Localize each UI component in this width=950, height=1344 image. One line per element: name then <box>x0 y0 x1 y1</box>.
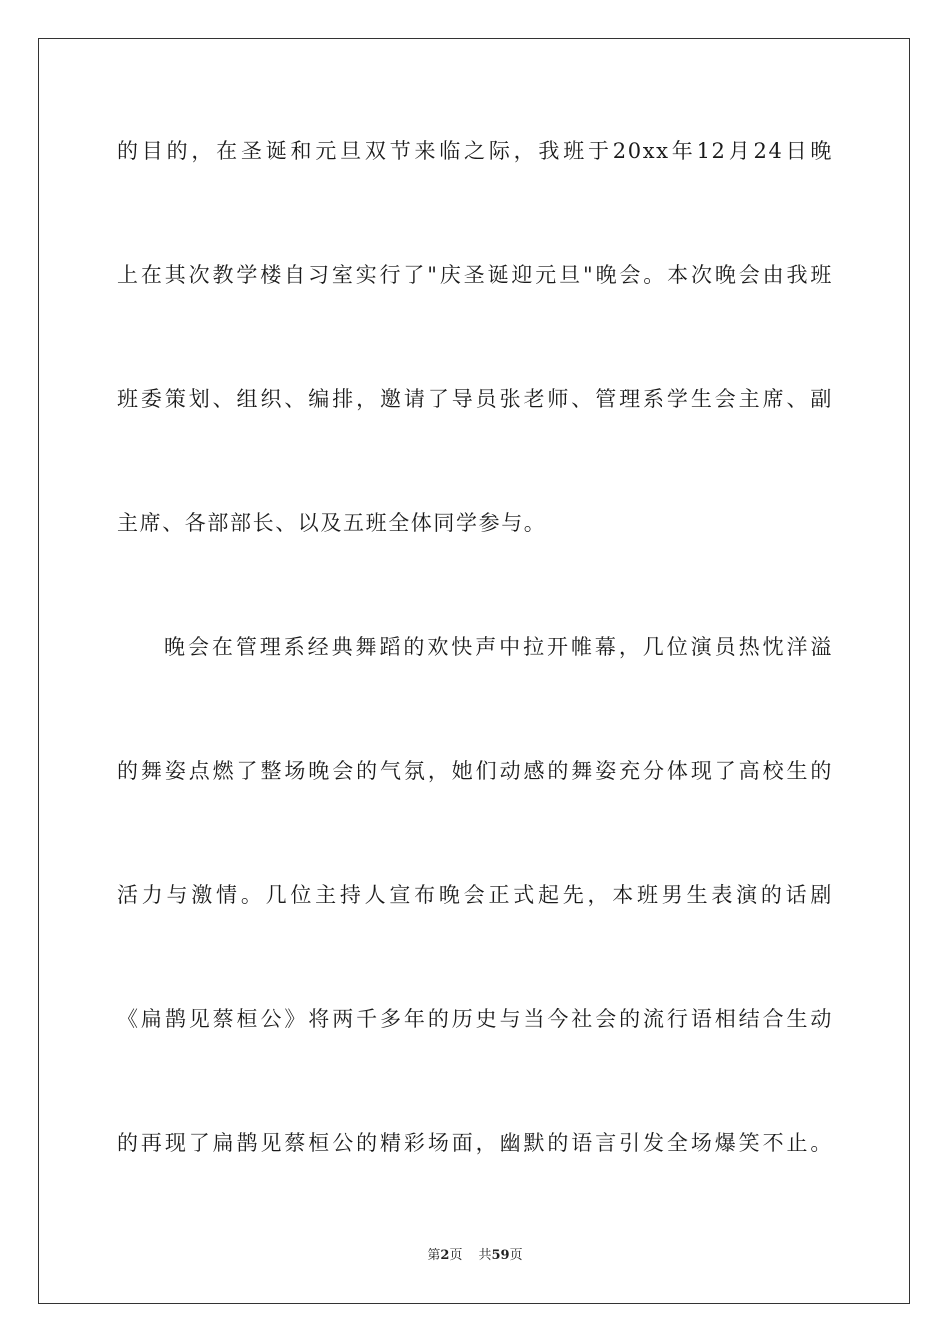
body-line-5: 晚会在管理系经典舞蹈的欢快声中拉开帷幕，几位演员热忱洋溢 <box>164 635 833 659</box>
total-pages: 59 <box>491 1248 510 1263</box>
body-line-7: 活力与激情。几位主持人宣布晚会正式起先，本班男生表演的话剧 <box>117 883 833 907</box>
total-suffix: 页 <box>509 1248 523 1263</box>
body-line-3: 班委策划、组织、编排，邀请了导员张老师、管理系学生会主席、副 <box>117 387 833 411</box>
body-line-6: 的舞姿点燃了整场晚会的气氛，她们动感的舞姿充分体现了高校生的 <box>117 759 833 783</box>
body-line-4: 主席、各部部长、以及五班全体同学参与。 <box>117 511 547 535</box>
page-suffix: 页 <box>449 1248 463 1263</box>
body-line-9: 的再现了扁鹊见蔡桓公的精彩场面，幽默的语言引发全场爆笑不止。 <box>117 1131 833 1155</box>
total-prefix: 共 <box>478 1248 492 1263</box>
page-footer <box>0 1247 950 1265</box>
body-line-2: 上在其次教学楼自习室实行了"庆圣诞迎元旦"晚会。本次晚会由我班 <box>117 263 833 287</box>
body-line-8: 《扁鹊见蔡桓公》将两千多年的历史与当今社会的流行语相结合生动 <box>117 1007 833 1031</box>
page-border <box>38 38 910 1304</box>
page-number: 2 <box>440 1248 450 1263</box>
page-prefix: 第 <box>427 1248 441 1263</box>
body-line-1: 的目的，在圣诞和元旦双节来临之际，我班于20xx年12月24日晚 <box>117 139 833 163</box>
